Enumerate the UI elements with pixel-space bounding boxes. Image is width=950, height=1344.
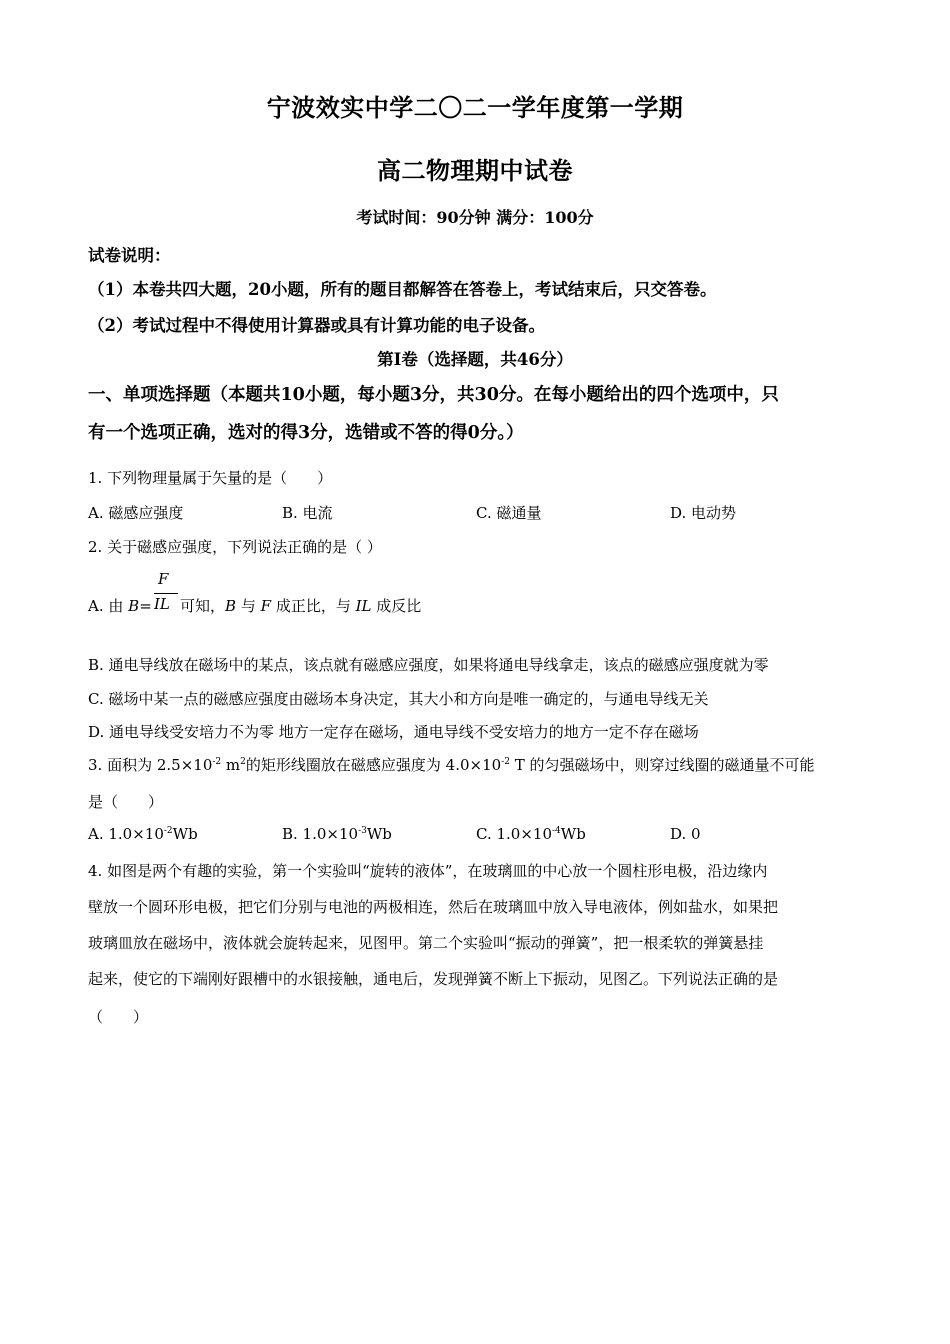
q4-stem-line: 玻璃皿放在磁场中，液体就会旋转起来，见图甲。第二个实验叫“振动的弹簧”，把一根柔软的弹簧悬挂 [88,934,764,952]
section-heading-line2: 有一个选项正确，选对的得3分，选错或不答的得0分。） [88,423,524,443]
section-heading-line1: 一、单项选择题（本题共10小题，每小题3分，共30分。在每小题给出的四个选项中，只 [88,385,779,405]
q2-fraction [154,570,180,618]
q3-unit: Wb [172,825,198,843]
q2-a-text: 成反比 [376,597,422,615]
q2-option-a [88,595,152,616]
q3-unit: Wb [560,825,586,843]
q3-option-b [282,825,392,843]
q1-option-b: B. 电流 [282,504,333,522]
q3-stem-text: m [221,756,241,774]
q2-a-text: 可知， [180,597,226,615]
q3-stem-text: T 的匀强磁场中，则穿过线圈的磁通量不可能 [509,756,815,774]
q1-option-d: D. 电动势 [670,504,737,522]
q4-stem-line: 4. 如图是两个有趣的实验，第一个实验叫“旋转的液体”，在玻璃皿的中心放一个圆柱形电极，沿边缘内 [88,862,768,880]
q3-exponent: -4 [552,826,561,836]
school-term-title: 宁波效实中学二〇二一学年度第一学期 [266,93,684,122]
q2-stem: 2. 关于磁感应强度，下列说法正确的是（ ） [88,538,382,556]
q3-option-text: B. 1.0×10 [282,825,359,843]
instructions-heading: 试卷说明： [88,246,171,265]
q2-a-text: 与 [240,597,256,615]
q3-exponent: 2 [240,757,246,767]
q3-exponent: -2 [212,757,222,767]
instruction-item: （1）本卷共四大题，20小题，所有的题目都解答在答卷上，考试结束后，只交答卷。 [88,280,717,299]
q4-stem-line: 壁放一个圆环形电极，把它们分别与电池的两极相连，然后在玻璃皿中放入导电液体，例如盐水，如果把 [88,898,779,916]
exam-meta: 考试时间：90分钟 满分：100分 [356,208,594,227]
q2-option-b: B. 通电导线放在磁场中的某点，该点就有磁感应强度，如果将通电导线拿走，该点的磁感应强度就为零 [88,656,769,674]
q2-option-d: D. 通电导线受安培力不为零 地方一定存在磁场，通电导线不受安培力的地方一定不存在磁场 [88,723,699,741]
q3-option-text: A. 1.0×10 [88,825,164,843]
exam-title: 高二物理期中试卷 [377,156,573,185]
q3-option-c [476,825,586,843]
q2-a-symbol-b: B [225,597,237,615]
q3-stem-line2: 是（ ） [88,793,164,811]
q2-a-text: 成正比，与 [275,597,351,615]
fraction-bar [154,593,178,594]
q3-stem [88,754,814,775]
q2-a-symbol-il: IL [355,597,372,615]
q3-option-a [88,825,198,843]
q3-option-d: D. 0 [670,825,701,843]
q4-stem-line: （ ） [88,1008,149,1026]
q2-a-prefix: A. 由 [88,597,124,615]
q3-stem-text: 的矩形线圈放在磁感应强度为 4.0×10 [245,756,502,774]
part1-title: 第Ⅰ卷（选择题，共46分） [377,350,573,369]
q3-exponent: -2 [501,757,510,767]
instruction-item: （2）考试过程中不得使用计算器或具有计算功能的电子设备。 [88,316,545,335]
q1-stem: 1. 下列物理量属于矢量的是（ ） [88,469,333,487]
fraction-numerator: F [158,570,169,588]
fraction-denominator: IL [154,595,170,613]
q2-option-c: C. 磁场中某一点的磁感应强度由磁场本身决定，其大小和方向是唯一确定的，与通电导线无关 [88,690,709,708]
q2-a-symbol-f: F [260,597,272,615]
q3-exponent: -2 [163,826,173,836]
q3-stem-text: 3. 面积为 2.5×10 [88,756,213,774]
q2-a-equals: = [139,597,152,615]
q3-unit: Wb [366,825,392,843]
q3-exponent: -3 [358,826,367,836]
q4-stem-line: 起来，使它的下端刚好跟槽中的水银接触，通电后，发现弹簧不断上下振动，见图乙。下列说法正确的是 [88,970,779,988]
q1-option-a: A. 磁感应强度 [88,504,184,522]
q1-option-c: C. 磁通量 [476,504,542,522]
q2-option-a-rest [180,595,421,616]
q2-a-symbol-b: B [128,597,140,615]
q3-option-text: C. 1.0×10 [476,825,552,843]
